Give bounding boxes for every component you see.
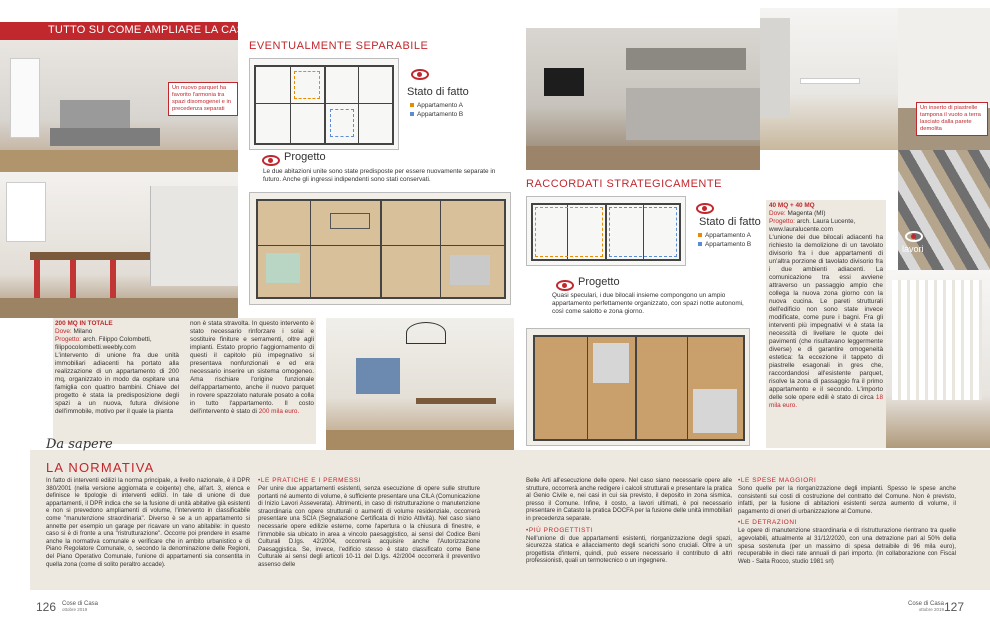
legend-b-2: Appartamento B xyxy=(698,241,751,249)
dasapere-col4 xyxy=(738,477,956,565)
footer-right-mag: Cose di Casa ottobre 2019 xyxy=(908,601,945,612)
normativa-intro: In fatto di interventi edilizi la norma principale, a livello nazionale, è il DPR 380/2001 (nella versione aggiornata e coigente) che, all'art. 3, elenca e definisce le tipologie di interventi edilizi. In tale di unione di due appartamenti, il DPR indica che se la fusione di unità abitative già esistenti e non si prevedono ampliamenti di volume, l'intervento in classificabile come "manutenzione straordinaria". Diverso è se a un appartamento si annette per esempio un garage per ricavare un vano abitabile: in questo caso si è di fronte a una "ristrutturazione". Occorre poi prendere in esame anche la normativa comunale e verificare che in ambito urbanistico e di Piano Regolatore Comunale, o, secondo la denominazione delle Regioni, del Piano Operativo Comunale, l'unione di appartamenti sia consentita in quella zona (come di solito peraltro accade). xyxy=(46,477,250,568)
box1-progetto-label: Progetto: xyxy=(55,336,81,343)
header-title: TUTTO SU COME AMPLIARE LA CASA xyxy=(48,24,252,36)
progetto-label-2: Progetto xyxy=(578,276,620,288)
spese-title: •LE SPESE MAGGIORI xyxy=(738,477,817,484)
section2-title: RACCORDATI STRATEGICAMENTE xyxy=(526,178,722,190)
box2-progetto: arch. Laura Lucente, www.lauralucente.com xyxy=(769,218,856,233)
dasapere-col2 xyxy=(258,477,480,569)
living-window-photo xyxy=(886,270,990,448)
kitchen-tv-photo xyxy=(526,28,760,170)
dasapere-col3 xyxy=(526,477,732,565)
caption-tiles: Un inserto di piastrelle tampona il vuoto a terra lasciato dalla parete demolita xyxy=(916,102,988,136)
lavori-label: lavori xyxy=(902,244,924,254)
legend-b-1: Appartamento B xyxy=(410,111,463,119)
lavori-badge xyxy=(902,226,930,260)
spese-text: Sono quelle per la riorganizzazione degli impianti. Spesso le spese anche consistenti sui costi di costruzione del contratto del Comune. Non è previsto, infatti, per la fusione di abitazioni esistenti senza aumento di volume, il pagamento di oneri di urbanizzazione al Comune. xyxy=(738,485,956,515)
box1-col1 xyxy=(55,320,179,416)
dasapere-col1 xyxy=(46,477,250,568)
box2-cost: 18 mila euro. xyxy=(769,394,883,409)
progettisti-title: •PIÙ PROGETTISTI xyxy=(526,526,593,534)
stato-label-2: Stato di fatto xyxy=(699,216,761,228)
kitchen-table-photo xyxy=(760,8,898,150)
footer-left-mag: Cose di Casa ottobre 2019 xyxy=(62,601,99,612)
legend-a-1: Appartamento A xyxy=(410,102,463,110)
stato-label-1: Stato di fatto xyxy=(407,86,469,98)
dasapere-label: Da sapere xyxy=(46,437,113,452)
progetto-label-1: Progetto xyxy=(284,151,326,163)
box1-size: 200 MQ IN TOTALE xyxy=(55,320,113,327)
box2-col xyxy=(769,202,883,410)
col3-text: Belle Arti all'esecuzione delle opere. Nel caso siano necessarie opere alle strutture, occorrerà anche redigere i calcoli strutturali e presentare la pratica al Genio Civile e, nei casi in cui sia previsto, il deposito in zona sismica, presso il Comune. Infine, il costo, a lavori ultimati, è poi necessario presentare in Catasto la pratica DOCFA per la fusione delle unità immobiliari in precedenza separate. xyxy=(526,477,732,522)
box1-text2: non è stata stravolta. In questo intervento è stato necessario rinforzare i solai e sostituire finiture e serramenti, oltre agli impianti. Estato proprio l'aggiornamento di questi il capitolo più impegnativo si presentava nonfunzionali e ed era necessario inserire un sistema omogeneo. Ama rischiare l'origine funzionale dell'appartamento, anche il nuovo parquet in rovere spazzolato naturale posato a colla in tutto l'appartamento. Il costo dell'intervento è stato di xyxy=(190,320,314,415)
kitchen-dining-photo xyxy=(0,172,238,318)
progetto-text-1: Le due abitazioni unite sono state predisposte per essere nuovamente separate in futuro. Anche gli ingressi indipendenti sono stati conservati. xyxy=(263,168,496,183)
progettisti-text: Nell'unione di due appartamenti esistenti, riorganizzazione degli spazi, sicurezza statica e allacciamento degli scarichi sono cruciali. Oltre a un progettista d'interni, quindi, può essere necessario il contributo di altri professionisti, quali un termotecnico o un ingegnere. xyxy=(526,534,732,565)
caption-parquet: Un nuovo parquet ha favorito l'armonia tra spazi disomogenei e in precedenza separati xyxy=(168,82,238,116)
box1-dove: Milano xyxy=(73,328,93,335)
box1-progetto: arch. Filippo Colombetti, filippocolombetti.weebly.com xyxy=(55,336,152,351)
box1-col2 xyxy=(190,320,314,416)
legend-dot-orange xyxy=(410,103,414,107)
pratiche-text: Per unire due appartamenti esistenti, senza esecuzione di opere sulle strutture portanti né aumento di volume, è sufficiente presentare una CILA (Comunicazione di Inizio Lavori Asseverata). Altrimenti, in caso di ristrutturazione o manutenzione straordinaria con opere strutturali o aumenti di volume residenziale, occorrerà presentare una SCIA (Segnalazione Certificata di Inizio Attività). Nel caso siano necessarie opere edilizie esterne, come l'apertura o la chiusura di finestre, e l'immobile sia ubicato in area a vincolo paesaggistico, ai sensi del Codice Beni Culturali D.lgs. 42/2004, occorrerà acquisire anche l'Autorizzazione Paesaggistica. Se, invece, l'edificio stesso è stato classificato come Bene Culturale ai sensi degli articoli 10-11 del D.lgs. 42/2004 occorrerà il preventivo assenso delle xyxy=(258,485,480,568)
detrazioni-title: •LE DETRAZIONI xyxy=(738,519,797,527)
legend-dot-orange xyxy=(698,233,702,237)
floorplan-stato-2 xyxy=(526,196,686,266)
floorplan-stato-1 xyxy=(249,58,399,150)
dining-chandelier-photo xyxy=(326,318,514,450)
box1-cost: 200 mila euro. xyxy=(258,408,300,415)
section1-title: EVENTUALMENTE SEPARABILE xyxy=(249,40,429,52)
box2-text: L'unione dei due bilocali adiacenti ha richiesto la demolizione di un tavolato divisorio fra i due appartamenti di un'altra porzione di tavolato divisorio fra i due ambienti adiacenti. La comunicazione tra essi avviene attraverso un passaggio ampio che collega la nuova zona giorno con la nuova cucina. Le pareti strutturali dell'edificio non sono state invece modificate, come pure i bagni. Fra gli interventi più impegnativi vi è stata la necessità di livellare le quote dei pavimenti (che risultavano leggermente diverse) e di garantire omogeneità estetica: fa eccezione il tappeto di piastrelle esagonali in gres che, raccordandosi all'esistente parquet, risolve la zona di passaggio fra il primo appartamento e il secondo. L'importo delle sole opere edili è stato di circa xyxy=(769,234,883,401)
box1-dove-label: Dove: xyxy=(55,328,72,335)
eye-icon xyxy=(411,66,429,84)
box2-dove: Magenta (MI) xyxy=(787,210,826,217)
legend-dot-blue xyxy=(698,242,702,246)
page-number-left: 126 xyxy=(36,600,57,614)
box2-progetto-label: Progetto: xyxy=(769,218,795,225)
floorplan-progetto-2 xyxy=(526,328,750,446)
page-number-right: 127 xyxy=(944,600,965,614)
legend-dot-blue xyxy=(410,112,414,116)
pratiche-title: •LE PRATICHE E I PERMESSI xyxy=(258,477,362,484)
box2-size: 40 MQ + 40 MQ xyxy=(769,202,815,209)
box2-dove-label: Dove: xyxy=(769,210,786,217)
normativa-title: LA NORMATIVA xyxy=(46,460,155,475)
floorplan-progetto-1 xyxy=(249,192,511,305)
box1-text: L'intervento di unione fra due unità immobiliari adiacenti ha portato alla realizzazione di un appartamento di 200 mq, organizzato in modo da ospitare una famiglia con quattro bambini. Chiave del progetto è stata la predisposizione degli spazi a un nuova, futura divisione dell'immobile, motivo per il quale la pianta xyxy=(55,352,179,415)
progetto-text-2: Quasi speculari, i due bilocali insieme compongono un ampio appartamento perfettamente organizzato, con spazi notte autonomi, così come salotto e zona giorno. xyxy=(552,292,744,315)
detrazioni-text: Le opere di manutenzione straordinaria e di ristrutturazione rientrano tra quelle agevolabili, attualmente al 31/12/2020, con una detrazione pari al 50% della spesa sostenuta (per un massimo di spesa detraibile di 96 mila euro), recuperabile in dieci rate annuali di pari importo. (In collaborazione con Fiscal Web - Saita Rocco, studio 1981 srl) xyxy=(738,527,956,565)
legend-a-2: Appartamento A xyxy=(698,232,751,240)
